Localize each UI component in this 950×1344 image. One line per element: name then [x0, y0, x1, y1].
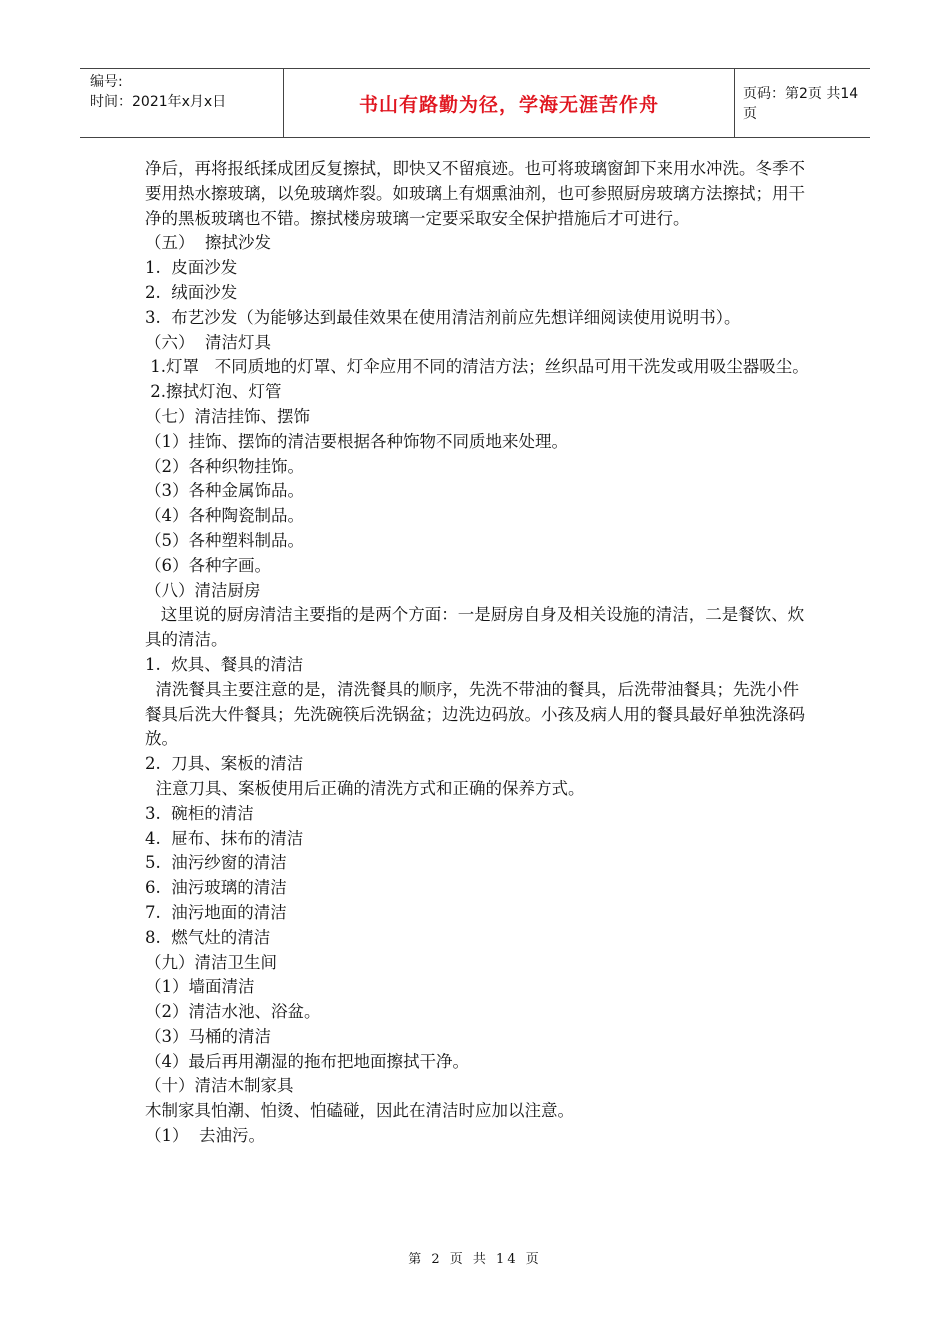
list-item: 1.灯罩 不同质地的灯罩、灯伞应用不同的清洁方法；丝织品可用干洗发或用吸尘器吸尘。	[145, 357, 809, 377]
list-item: （1） 去油污。	[145, 1126, 265, 1146]
paragraph: 清洗餐具主要注意的是，清洗餐具的顺序，先洗不带油的餐具，后洗带油餐具；先洗小件餐具后洗大件餐具；先洗碗筷后洗锅盆；边洗边码放。小孩及病人用的餐具最好单独洗涤码放。	[145, 679, 805, 749]
header-motto: 书山有路勤为径，学海无涯苦作舟	[358, 93, 659, 116]
page-footer: 第 2 页 共 14 页	[408, 1252, 542, 1267]
list-item: （3）各种金属饰品。	[145, 481, 304, 501]
list-item: （1）挂饰、摆饰的清洁要根据各种饰物不同质地来处理。	[145, 431, 568, 451]
paragraph: 注意刀具、案板使用后正确的清洗方式和正确的保养方式。	[145, 778, 585, 798]
header-page-cell	[735, 69, 870, 137]
section-heading: （五） 擦拭沙发	[145, 233, 271, 253]
header-motto-cell	[283, 69, 735, 137]
list-item: （4）各种陶瓷制品。	[145, 506, 304, 526]
list-item: 1. 皮面沙发	[145, 258, 238, 278]
paragraph: 木制家具怕潮、怕烫、怕磕碰，因此在清洁时应加以注意。	[145, 1101, 574, 1121]
header-info-cell	[80, 69, 283, 137]
document-body	[145, 157, 810, 1149]
list-item: 8. 燃气灶的清洁	[145, 927, 271, 947]
list-item: 3. 碗柜的清洁	[145, 803, 254, 823]
list-item: 4. 屉布、抹布的清洁	[145, 828, 304, 848]
list-item: （3）马桶的清洁	[145, 1026, 271, 1046]
section-heading: （七）清洁挂饰、摆饰	[145, 406, 310, 426]
list-item: 6. 油污玻璃的清洁	[145, 878, 287, 898]
list-item: （1）墙面清洁	[145, 977, 255, 997]
list-item: 2.擦拭灯泡、灯管	[145, 382, 282, 402]
list-item: 5. 油污纱窗的清洁	[145, 853, 287, 873]
list-item: （2）各种织物挂饰。	[145, 456, 304, 476]
list-item: 3. 布艺沙发（为能够达到最佳效果在使用清洁剂前应先想详细阅读使用说明书）。	[145, 307, 741, 327]
list-item: （2）清洁水池、浴盆。	[145, 1002, 321, 1022]
serial-label: 编号:	[90, 74, 123, 90]
list-item: （6）各种字画。	[145, 555, 271, 575]
section-heading: （六） 清洁灯具	[145, 332, 271, 352]
date-label: 时间：2021年x月x日	[90, 94, 227, 110]
section-heading: （八）清洁厨房	[145, 580, 261, 600]
header-page-info: 页码：第2页 共14页	[743, 86, 859, 122]
list-item: 2. 绒面沙发	[145, 282, 238, 302]
list-item: （5）各种塑料制品。	[145, 530, 304, 550]
page-header	[80, 68, 870, 138]
list-item: （4）最后再用潮湿的拖布把地面擦拭干净。	[145, 1051, 469, 1071]
list-item: 7. 油污地面的清洁	[145, 902, 287, 922]
section-heading: （十）清洁木制家具	[145, 1076, 294, 1096]
section-heading: （九）清洁卫生间	[145, 952, 277, 972]
list-item: 2. 刀具、案板的清洁	[145, 754, 304, 774]
list-item: 1. 炊具、餐具的清洁	[145, 654, 304, 674]
paragraph: 净后，再将报纸揉成团反复擦拭，即快又不留痕迹。也可将玻璃窗卸下来用水冲洗。冬季不要用热水擦玻璃，以免玻璃炸裂。如玻璃上有烟熏油剂，也可参照厨房玻璃方法擦拭；用干净的黑板玻璃也不错。擦拭楼房玻璃一定要采取安全保护措施后才可进行。	[145, 159, 805, 228]
paragraph: 这里说的厨房清洁主要指的是两个方面：一是厨房自身及相关设施的清洁，二是餐饮、炊具的清洁。	[145, 605, 805, 650]
